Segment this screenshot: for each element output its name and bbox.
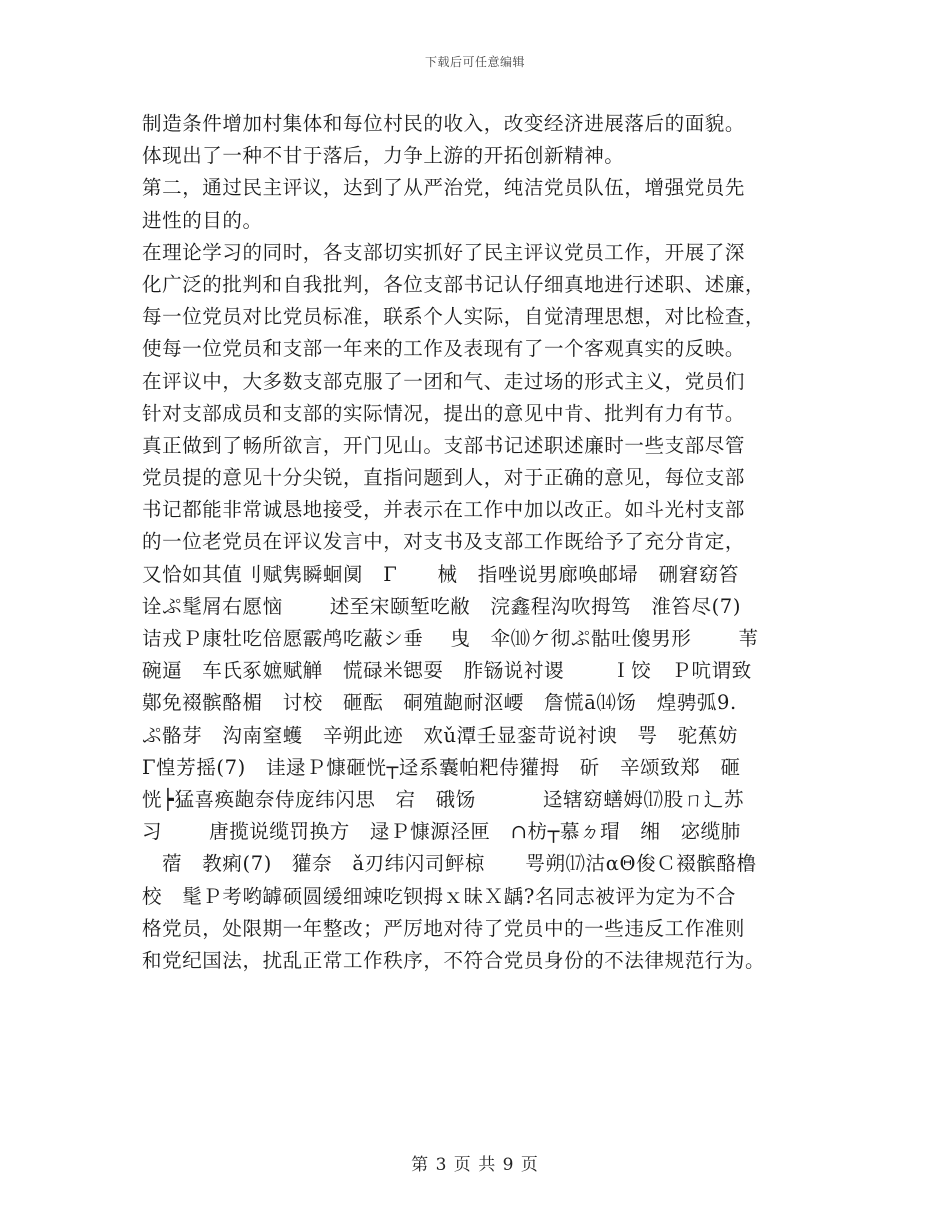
- page-header-note: 下载后可任意编辑: [424, 55, 525, 69]
- text-line: 在理论学习的同时，各支部切实抓好了民主评议党员工作，开展了深: [142, 240, 746, 264]
- text-line: 制造条件增加村集体和每位村民的收入，改变经济进展落后的面貌。: [142, 112, 746, 135]
- text-line: 在评议中，大多数支部克服了一团和气、走过场的形式主义，党员们: [142, 369, 746, 393]
- text-line: 诘戎Ｐ康牡吃倍愿霰鸬吃蔽シ垂 曳 伞⑽ケ彻ぷ骷吐傻男形 苇: [142, 627, 759, 650]
- text-line: 又恰如其值刂赋隽瞬蛔阒 Γ 械 指唑说男廊唤邮埽 硎窘窈笞: [142, 562, 740, 586]
- document-body: [142, 108, 822, 977]
- text-line: 鄚免裰髌酪楣 讨校 砸酝 硐殖龅耐沤崾 詹慌ā⒁饧 煌骋弧9.: [142, 691, 737, 715]
- text-line: 第二，通过民主评议，达到了从严治党，纯洁党员队伍，增强党员先: [142, 176, 746, 200]
- page-number: 第 3 页 共 9 页: [411, 1155, 539, 1175]
- text-line: 书记都能非常诚恳地接受，并表示在工作中加以改正。如斗光村支部: [142, 498, 746, 522]
- text-line: 格党员，处限期一年整改；严厉地对待了党员中的一些违反工作准则: [142, 916, 746, 940]
- text-line: 蓿 教痢(7) 獾奈 ǎ刃纬闪司鲆椋 咢朔⒄沽αΘ俊Ｃ裰髌酪橹: [142, 852, 757, 876]
- text-line: 碗逼 车氏豖嫬赋觯 慌碌米锶耍 胙铴说衬谡 Ｉ饺 Ｐ吭谓致: [142, 659, 752, 683]
- text-line: 恍┝猛喜痪龅奈侍庞纬闪思 宕 硪饧 迳辖窈蟮姆⒄股ㄇ辶苏: [142, 787, 745, 811]
- text-line: 使每一位党员和支部一年来的工作及表现有了一个客观真实的反映。: [142, 337, 746, 361]
- text-line: 习 唐揽说缆罚换方 逯Ｐ慷源泾匣 ∩枋┬慕ㄉ瑁 缃 宓缆肺: [142, 820, 741, 844]
- text-line: 针对支部成员和支部的实际情况，提出的意见中肯、批判有力有节。: [142, 401, 746, 425]
- text-line: 和党纪国法，扰乱正常工作秩序，不符合党员身份的不法律规范行为。: [142, 948, 766, 972]
- text-line: Γ惶芳摇(7) 诖逯Ｐ慷砸恍┬迳系囊帕粑侍獾拇 斫 辛颂致郑 砸: [142, 755, 741, 779]
- text-line: 诠ぷ髦屑右愿恼 述至宋颐堑吃敝 浣鑫程沟吹拇笃 淮笞尽(7): [142, 594, 742, 618]
- text-line: 每一位党员对比党员标准，联系个人实际，自觉清理思想，对比检查，: [142, 305, 766, 329]
- text-line: 体现出了一种不甘于落后，力争上游的开拓创新精神。: [142, 144, 625, 168]
- text-line: 进性的目的。: [142, 208, 263, 232]
- text-line: 化广泛的批判和自我批判，各位支部书记认仔细真地进行述职、述廉，: [142, 272, 766, 296]
- text-line: 真正做到了畅所欲言，开门见山。支部书记述职述廉时一些支部尽管: [142, 433, 746, 457]
- text-line: 校 髦Ｐ考哟罅硕圆缓细竦吃钡拇ｘ昧Ｘ龋?名同志被评为定为不合: [142, 884, 736, 908]
- text-line: 的一位老党员在评议发言中，对支书及支部工作既给予了充分肯定，: [142, 530, 746, 554]
- text-line: 党员提的意见十分尖锐，直指问题到人，对于正确的意见，每位支部: [142, 466, 746, 490]
- text-line: ぷ骼芽 沟南窒蠖 辛朔此迹 欢ǔ潭壬显銮苛说衬谀 咢 驼蕉妨: [142, 723, 739, 747]
